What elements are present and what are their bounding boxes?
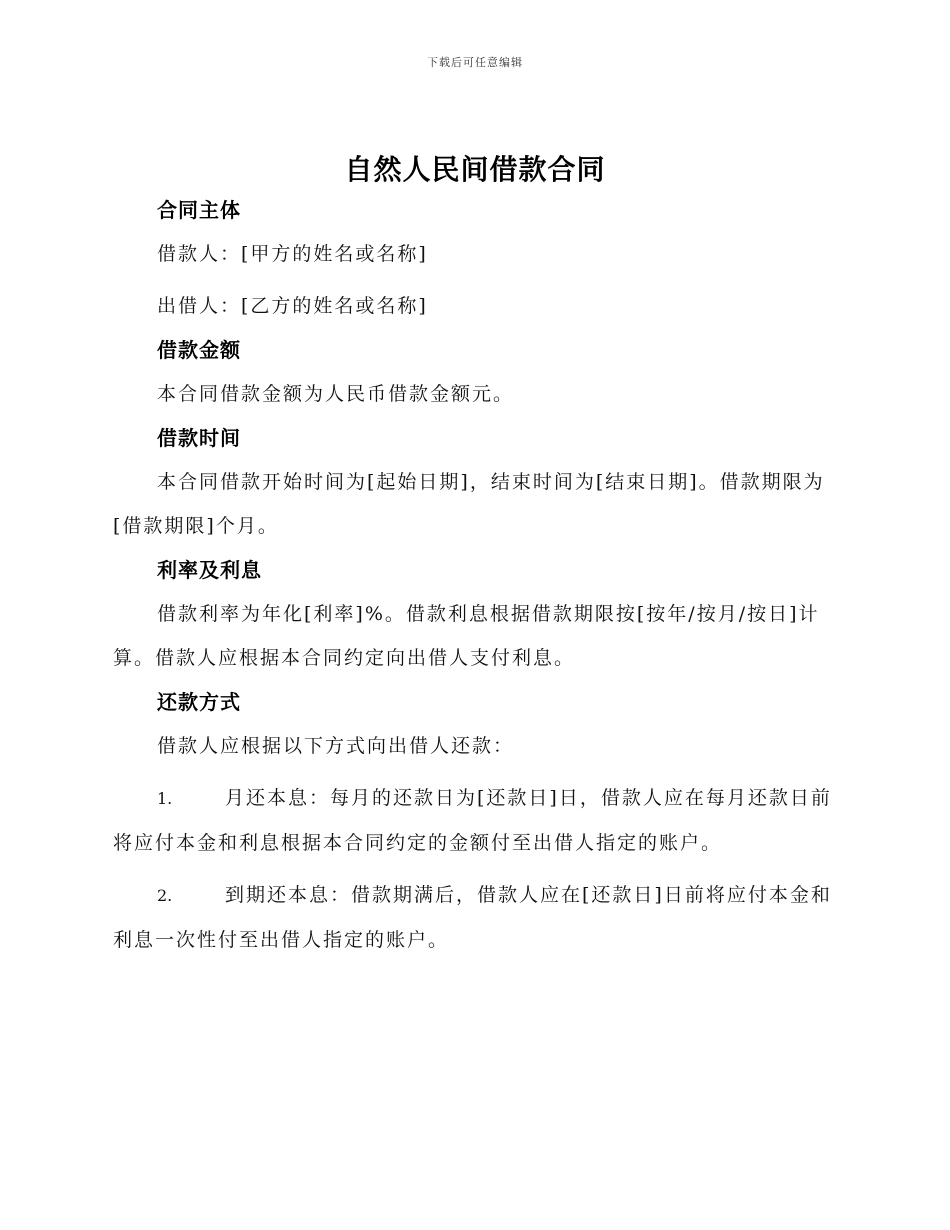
list-item — [113, 873, 833, 962]
section-heading-term: 借款时间 — [157, 426, 241, 450]
interest-text: 借款利率为年化[利率]%。借款利息根据借款期限按[按年/按月/按日]计算。借款人应根据本合同约定向出借人支付利息。 — [113, 603, 820, 669]
section-heading-parties: 合同主体 — [157, 198, 241, 222]
borrower-line: 借款人：[甲方的姓名或名称] — [157, 243, 428, 265]
list-item-text: 月还本息：每月的还款日为[还款日]日，借款人应在每月还款日前将应付本金和利息根据本合同约定的金额付至出借人指定的账户。 — [113, 787, 832, 854]
amount-text: 本合同借款金额为人民币借款金额元。 — [157, 383, 515, 405]
section-heading-repayment: 还款方式 — [157, 690, 241, 714]
lender-line: 出借人：[乙方的姓名或名称] — [157, 295, 428, 317]
document-title: 自然人民间借款合同 — [344, 153, 606, 186]
list-item-text: 到期还本息：借款期满后，借款人应在[还款日]日前将应付本金和利息一次性付至出借人指定的账户。 — [113, 884, 832, 951]
header-note: 下载后可任意编辑 — [427, 56, 523, 69]
repayment-intro: 借款人应根据以下方式向出借人还款： — [157, 735, 515, 757]
list-item — [113, 776, 833, 865]
document-body — [113, 196, 833, 962]
list-item-number: 1. — [157, 789, 173, 808]
section-heading-amount: 借款金额 — [157, 338, 241, 362]
list-item-number: 2. — [157, 886, 173, 905]
section-heading-interest: 利率及利息 — [157, 558, 262, 582]
term-text: 本合同借款开始时间为[起始日期]，结束时间为[结束日期]。借款期限为[借款期限]个月。 — [113, 471, 825, 537]
